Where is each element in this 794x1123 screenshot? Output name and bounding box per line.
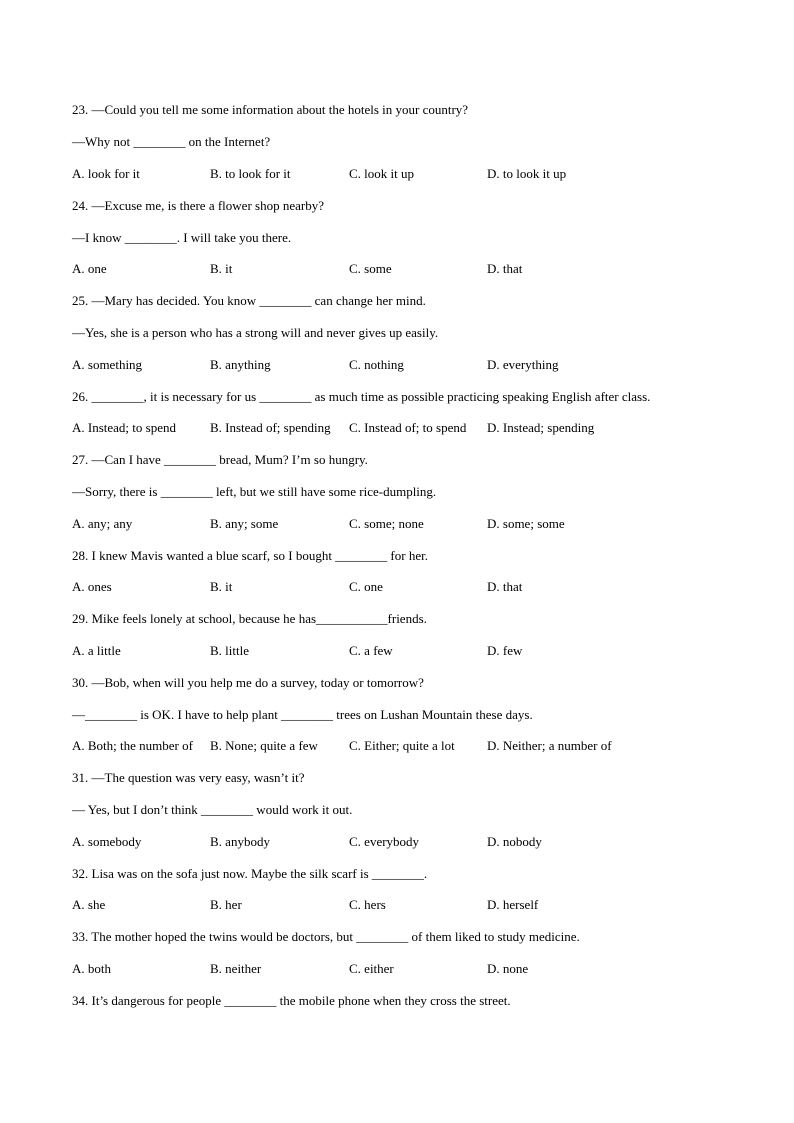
option-b: B. anything [210,357,271,372]
option-b: B. any; some [210,516,279,531]
question-29-stem: 29. Mike feels lonely at school, because he has___________friends. [72,611,427,626]
question-25-stem: 25. —Mary has decided. You know ________ can change her mind. [72,293,426,308]
option-c: C. Instead of; to spend [349,420,467,435]
option-b: B. None; quite a few [210,738,318,753]
option-a: A. somebody [72,834,142,849]
option-d: D. everything [487,357,559,372]
option-d: D. nobody [487,834,542,849]
question-31-stem: 31. —The question was very easy, wasn’t it? [72,770,305,785]
option-c: C. a few [349,643,393,658]
question-32-stem: 32. Lisa was on the sofa just now. Maybe the silk scarf is ________. [72,866,428,881]
option-a: A. Both; the number of [72,738,193,753]
option-b: B. it [210,261,233,276]
question-27-stem: 27. —Can I have ________ bread, Mum? I’m so hungry. [72,452,368,467]
option-c: C. Either; quite a lot [349,738,455,753]
option-c: C. nothing [349,357,404,372]
option-c: C. either [349,961,394,976]
option-a: A. a little [72,643,121,658]
question-28-stem: 28. I knew Mavis wanted a blue scarf, so I bought ________ for her. [72,548,428,563]
option-a: A. look for it [72,166,140,181]
question-30-stem: 30. —Bob, when will you help me do a survey, today or tomorrow? [72,675,424,690]
option-a: A. Instead; to spend [72,420,176,435]
option-d: D. none [487,961,529,976]
question-31-reply: — Yes, but I don’t think ________ would work it out. [72,802,353,817]
question-30-reply: —________ is OK. I have to help plant ________ trees on Lushan Mountain these days. [72,707,533,722]
option-b: B. Instead of; spending [210,420,331,435]
option-a: A. ones [72,579,112,594]
option-b: B. neither [210,961,262,976]
question-24-reply: —I know ________. I will take you there. [72,230,292,245]
option-b: B. her [210,897,242,912]
option-d: D. to look it up [487,166,567,181]
option-b: B. to look for it [210,166,291,181]
option-a: A. any; any [72,516,133,531]
option-d: D. that [487,579,523,594]
question-24-stem: 24. —Excuse me, is there a flower shop nearby? [72,198,324,213]
question-34-stem: 34. It’s dangerous for people ________ the mobile phone when they cross the street. [72,993,511,1008]
option-a: A. one [72,261,107,276]
option-a: A. both [72,961,111,976]
option-c: C. some [349,261,392,276]
question-23-reply: —Why not ________ on the Internet? [72,134,271,149]
option-d: D. Instead; spending [487,420,595,435]
option-d: D. some; some [487,516,565,531]
question-26-stem: 26. ________, it is necessary for us ________ as much time as possible practicing speaking English after class. [72,389,651,404]
option-d: D. herself [487,897,539,912]
option-d: D. Neither; a number of [487,738,612,753]
option-c: C. one [349,579,383,594]
option-b: B. anybody [210,834,270,849]
option-a: A. she [72,897,106,912]
option-d: D. that [487,261,523,276]
question-27-reply: —Sorry, there is ________ left, but we still have some rice-dumpling. [72,484,437,499]
option-b: B. it [210,579,233,594]
option-c: C. look it up [349,166,415,181]
option-c: C. some; none [349,516,424,531]
question-33-stem: 33. The mother hoped the twins would be doctors, but ________ of them liked to study medicine. [72,929,580,944]
question-25-reply: —Yes, she is a person who has a strong will and never gives up easily. [72,325,439,340]
question-23-stem: 23. —Could you tell me some information about the hotels in your country? [72,102,469,117]
option-c: C. everybody [349,834,420,849]
option-d: D. few [487,643,523,658]
option-a: A. something [72,357,143,372]
option-b: B. little [210,643,249,658]
option-c: C. hers [349,897,386,912]
